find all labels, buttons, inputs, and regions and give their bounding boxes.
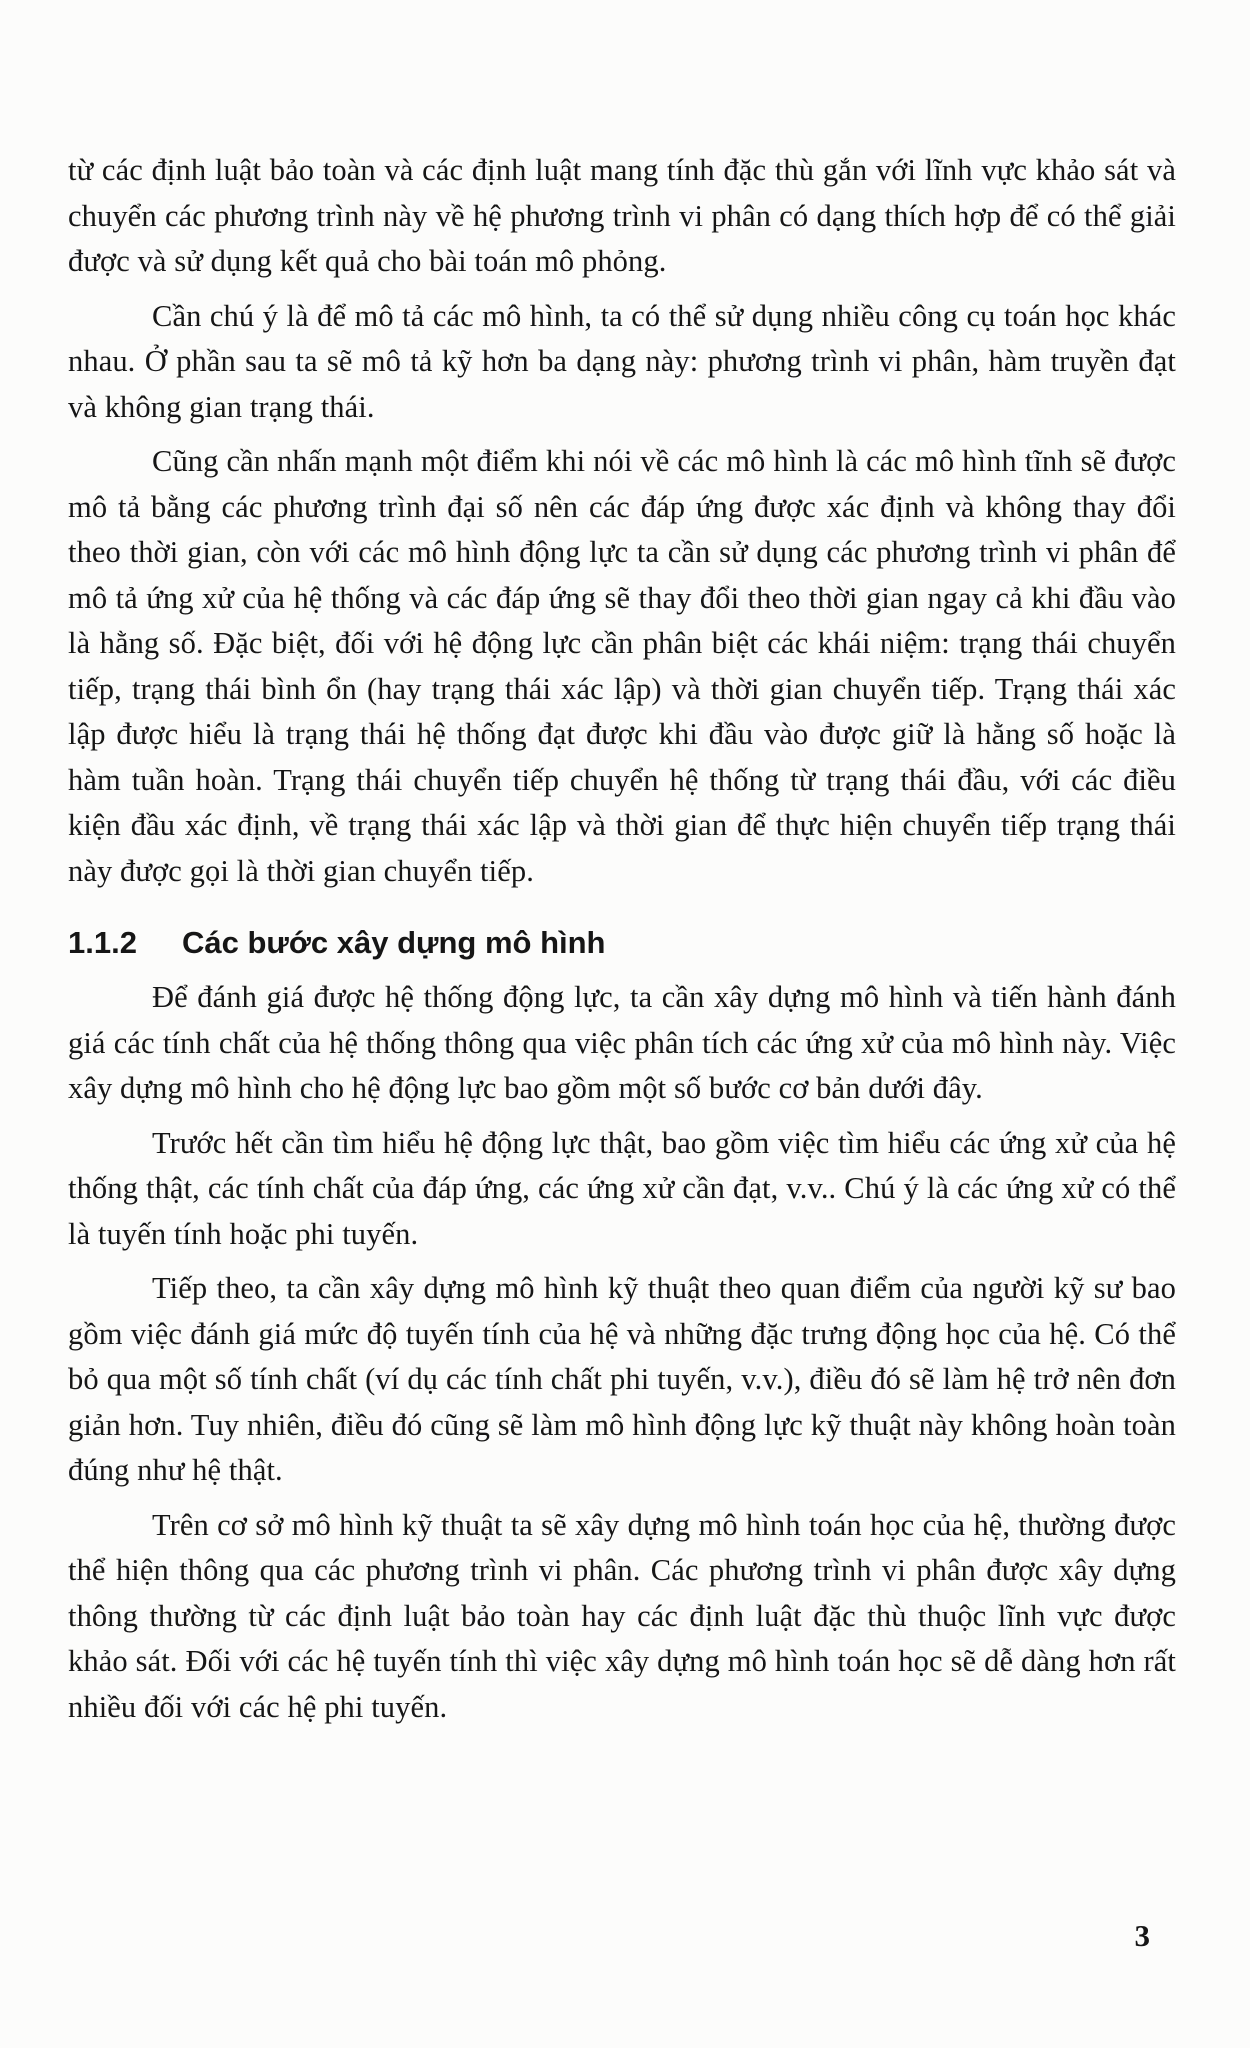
paragraph-step-math-model: Trên cơ sở mô hình kỹ thuật ta sẽ xây dựng mô hình toán học của hệ, thường được thể hiện thông qua các phương trình vi phân. Các phương trình vi phân được xây dựng thông thường từ các định luật bảo toàn hay các định luật đặc thù thuộc lĩnh vực được khảo sát. Đối với các hệ tuyến tính thì việc xây dựng mô hình toán học sẽ dễ dàng hơn rất nhiều đối với các hệ phi tuyến.: [68, 1507, 1176, 1724]
paragraph-intro: Để đánh giá được hệ thống động lực, ta cần xây dựng mô hình và tiến hành đánh giá các tính chất của hệ thống thông qua việc phân tích các ứng xử của mô hình này. Việc xây dựng mô hình cho hệ động lực bao gồm một số bước cơ bản dưới đây.: [68, 980, 1176, 1105]
paragraph-static-dynamic: Cũng cần nhấn mạnh một điểm khi nói về các mô hình là các mô hình tĩnh sẽ được mô tả bằng các phương trình đại số nên các đáp ứng được xác định và không thay đổi theo thời gian, còn với các mô hình động lực ta cần sử dụng các phương trình vi phân để mô tả ứng xử của hệ thống và các đáp ứng sẽ thay đổi theo thời gian ngay cả khi đầu vào là hằng số. Đặc biệt, đối với hệ động lực cần phân biệt các khái niệm: trạng thái chuyển tiếp, trạng thái bình ổn (hay trạng thái xác lập) và thời gian chuyển tiếp. Trạng thái xác lập được hiểu là trạng thái hệ thống đạt được khi đầu vào được giữ là hằng số hoặc là hàm tuần hoàn. Trạng thái chuyển tiếp chuyển hệ thống từ trạng thái đầu, với các điều kiện đầu xác định, về trạng thái xác lập và thời gian để thực hiện chuyển tiếp trạng thái này được gọi là thời gian chuyển tiếp.: [68, 444, 1176, 888]
paragraph-tools-note: Cần chú ý là để mô tả các mô hình, ta có thể sử dụng nhiều công cụ toán học khác nhau. Ở phần sau ta sẽ mô tả kỹ hơn ba dạng này: phương trình vi phân, hàm truyền đạt và không gian trạng thái.: [68, 298, 1176, 424]
section-heading: [68, 920, 1176, 966]
page-number: 3: [1134, 1918, 1150, 1953]
paragraph-continuation: từ các định luật bảo toàn và các định luật mang tính đặc thù gắn với lĩnh vực khảo sát và chuyển các phương trình này về hệ phương trình vi phân có dạng thích hợp để có thể giải được và sử dụng kết quả cho bài toán mô phỏng.: [68, 153, 1176, 278]
section-title: Các bước xây dựng mô hình: [182, 925, 606, 960]
page-content: [68, 148, 1176, 1739]
paragraph-step-engineering-model: Tiếp theo, ta cần xây dựng mô hình kỹ thuật theo quan điểm của người kỹ sư bao gồm việc đánh giá mức độ tuyến tính của hệ và những đặc trưng động học của hệ. Có thể bỏ qua một số tính chất (ví dụ các tính chất phi tuyến, v.v.), điều đó sẽ làm hệ trở nên đơn giản hơn. Tuy nhiên, điều đó cũng sẽ làm mô hình động lực kỹ thuật này không hoàn toàn đúng như hệ thật.: [68, 1271, 1176, 1487]
paragraph-step-real-system: Trước hết cần tìm hiểu hệ động lực thật, bao gồm việc tìm hiểu các ứng xử của hệ thống thật, các tính chất của đáp ứng, các ứng xử cần đạt, v.v.. Chú ý là các ứng xử có thể là tuyến tính hoặc phi tuyến.: [68, 1125, 1176, 1251]
section-number: 1.1.2: [68, 925, 137, 960]
